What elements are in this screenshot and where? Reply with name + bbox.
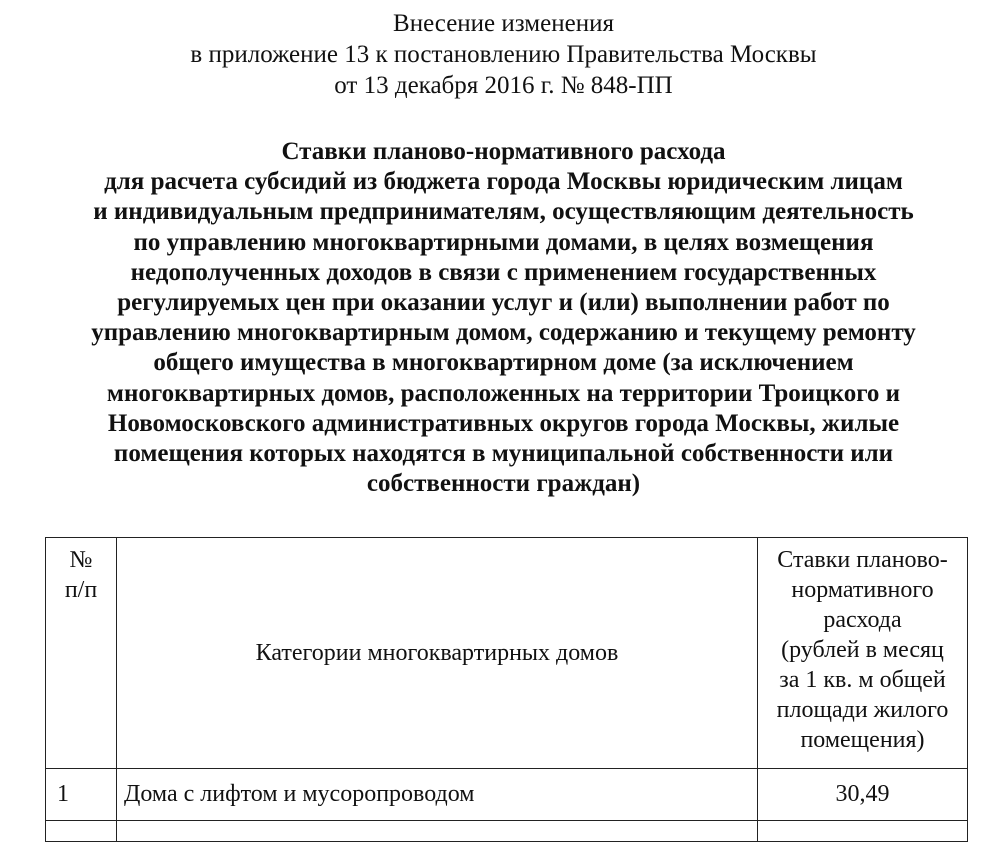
- title-line: общего имущества в многоквартирном доме (за исключением: [153, 349, 854, 377]
- document-title: [0, 137, 1007, 499]
- header-cell-category: [117, 538, 758, 769]
- title-line: регулируемых цен при оказании услуг и (или) выполнении работ по: [117, 289, 890, 317]
- header-line: Внесение изменения: [393, 10, 614, 37]
- header-cell-rate: [758, 538, 968, 769]
- table-header-row: [46, 538, 968, 769]
- header-number-line: п/п: [64, 577, 98, 603]
- header-rate-line: нормативного: [791, 577, 934, 603]
- title-line: для расчета субсидий из бюджета города Москвы юридическим лицам: [104, 168, 903, 196]
- document-header: [0, 8, 1007, 101]
- row-number-cell-empty: [46, 821, 117, 842]
- table-row: [46, 769, 968, 821]
- header-rate-line: помещения): [800, 727, 925, 753]
- header-rate-line: Ставки планово-: [777, 547, 948, 573]
- header-rate-line: (рублей в месяц: [781, 637, 944, 663]
- title-line: по управлению многоквартирными домами, в целях возмещения: [133, 228, 874, 256]
- title-line: помещения которых находятся в муниципальной собственности или: [113, 440, 894, 468]
- row-category-cell-empty: [117, 821, 758, 842]
- row-category-cell: Дома с лифтом и мусоропроводом: [117, 769, 758, 821]
- table-row-continued: [46, 821, 968, 842]
- header-line: в приложение 13 к постановлению Правительства Москвы: [190, 41, 817, 68]
- row-rate-cell-empty: [758, 821, 968, 842]
- title-line: многоквартирных домов, расположенных на территории Троицкого и: [106, 379, 901, 407]
- header-rate-line: за 1 кв. м общей: [779, 667, 946, 693]
- header-line: от 13 декабря 2016 г. № 848-ПП: [334, 72, 673, 99]
- header-number-line: №: [69, 547, 93, 573]
- title-line: собственности граждан): [366, 470, 641, 498]
- row-number-cell: 1: [46, 769, 117, 821]
- header-cell-number: [46, 538, 117, 769]
- title-line: и индивидуальным предпринимателям, осуществляющим деятельность: [93, 198, 914, 226]
- header-rate-line: площади жилого: [776, 697, 949, 723]
- title-line: управлению многоквартирным домом, содержанию и текущему ремонту: [91, 319, 916, 347]
- header-rate-line: расхода: [823, 607, 902, 633]
- title-line: Ставки планово-нормативного расхода: [281, 138, 726, 165]
- header-category-label: Категории многоквартирных домов: [255, 640, 619, 666]
- row-rate-cell: 30,49: [758, 769, 968, 821]
- title-line: недополученных доходов в связи с применением государственных: [130, 258, 877, 286]
- title-line: Новомосковского административных округов города Москвы, жилые: [107, 409, 900, 437]
- rates-table: [45, 537, 968, 842]
